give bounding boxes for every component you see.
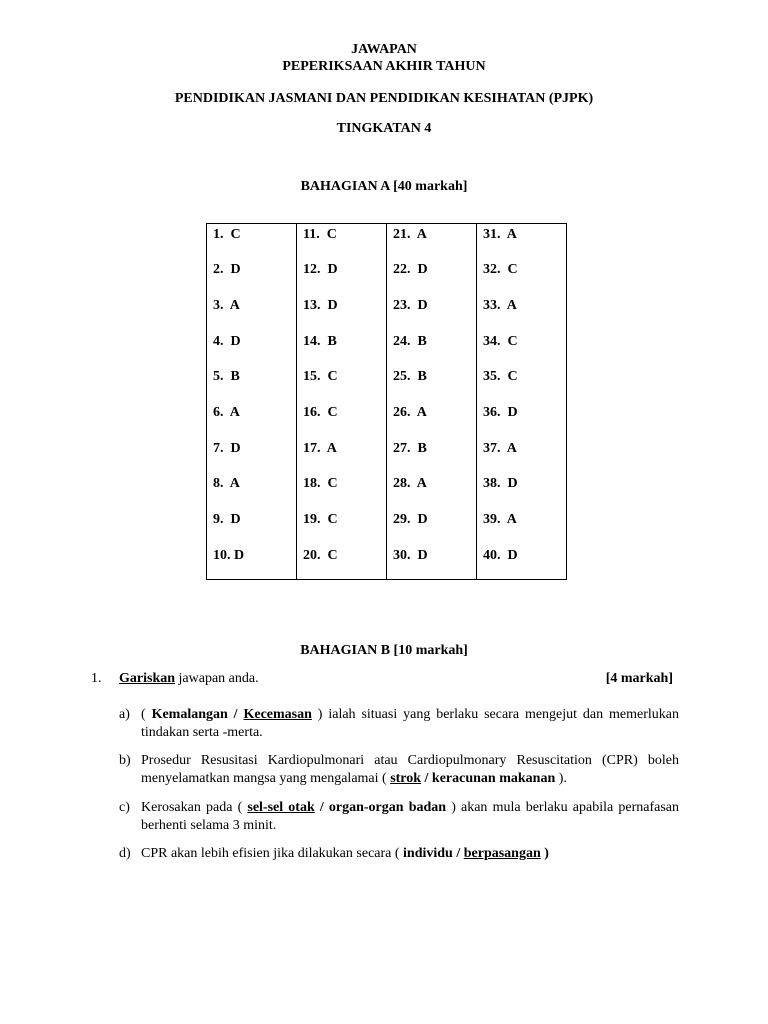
subject-title: PENDIDIKAN JASMANI DAN PENDIDIKAN KESIHATAN (PJPK) [174,91,594,106]
item-a [119,706,679,742]
answer-row [207,473,567,509]
item-text-pre: ( [141,707,152,722]
answer-value: 6. A [213,404,240,420]
item-answer: strok [390,771,422,786]
question-1 [0,671,768,689]
item-option-2: / organ-organ badan [314,800,447,815]
answer-row [207,259,567,295]
item-text-pre: Prosedur Resusitasi Kardiopulmonari atau Cardiopulmonary Resuscitation (CPR) boleh menyelamatkan mangsa yang mengalamai ( [141,753,679,786]
answer-value: 37. A [483,440,517,456]
answer-row [207,509,567,545]
answer-cell [207,545,297,580]
answer-cell [207,259,297,295]
answer-cell [297,366,387,402]
item-text-pre: Kerosakan pada ( [141,800,248,815]
answer-value: 34. C [483,333,518,349]
form-title: TINGKATAN 4 [336,121,432,136]
answer-value: 13. D [303,297,338,313]
answer-cell [477,259,567,295]
answer-cell [297,259,387,295]
answer-value: 29. D [393,512,428,527]
answer-value: 23. D [393,297,428,313]
answer-cell [477,545,567,580]
answer-cell [477,438,567,474]
answer-row [207,366,567,402]
answer-row [207,224,567,260]
answer-cell [297,438,387,474]
answer-table [206,223,567,580]
answer-cell [477,509,567,545]
item-label: a) [119,707,130,722]
answer-cell [477,366,567,402]
answer-cell [387,509,477,545]
answer-cell [297,545,387,580]
instruction-text: jawapan anda. [175,671,259,686]
question-instruction [119,671,259,687]
answer-value: 10. D [213,547,245,563]
answer-row [207,331,567,367]
answer-row [207,295,567,331]
answer-cell [387,224,477,260]
answer-cell [297,509,387,545]
answer-cell [477,331,567,367]
answer-cell [477,402,567,438]
item-option-2: / keracunan makanan [421,771,556,786]
answer-cell [207,366,297,402]
answer-value: 27. B [393,440,427,456]
answer-cell [387,473,477,509]
answer-value: 32. C [483,262,518,278]
answer-cell [297,331,387,367]
answer-cell [207,331,297,367]
answer-cell [387,438,477,474]
answer-value: 39. A [483,512,517,527]
answer-value: 4. D [213,333,241,349]
answer-value: 21. A [393,227,427,242]
answer-cell [207,509,297,545]
section-a-title: BAHAGIAN A [40 markah] [300,179,468,194]
section-b-title: BAHAGIAN B [10 markah] [300,643,468,658]
answer-value: 22. D [393,262,428,278]
answer-value: 33. A [483,297,517,313]
answer-value: 18. C [303,476,338,492]
answer-cell [477,473,567,509]
answer-value: 3. A [213,297,240,313]
item-answer: sel-sel otak [247,800,315,815]
answer-row [207,545,567,580]
answer-cell [387,545,477,580]
answer-cell [387,366,477,402]
answer-value: 30. D [393,547,428,563]
item-text-pre: CPR akan lebih efisien jika dilakukan secara ( [141,846,404,861]
answer-row [207,438,567,474]
item-label: b) [119,753,131,768]
item-body [141,752,679,788]
question-marks: [4 markah] [605,671,673,686]
item-text-post: ) [540,846,549,861]
answer-value: 25. B [393,369,427,385]
item-option-1: Kemalangan [151,707,228,722]
answer-cell [387,402,477,438]
answer-cell [387,259,477,295]
answer-value: 14. B [303,333,337,349]
item-text-post: ) ialah situasi yang berlaku secara mengejut dan memerlukan tindakan serta -merta. [141,707,680,740]
item-answer: berpasangan [463,846,541,861]
instruction-emphasis: Gariskan [119,671,176,686]
answer-cell [207,295,297,331]
item-text-post: ). [555,771,567,786]
answer-value: 19. C [303,512,338,527]
answer-cell [207,438,297,474]
item-body [141,845,679,863]
answer-value: 28. A [393,476,427,492]
answer-cell [207,473,297,509]
answer-cell [297,473,387,509]
answer-cell [297,224,387,260]
item-answer: Kecemasan [243,707,312,722]
answer-value: 38. D [483,476,518,492]
answer-value: 24. B [393,333,427,349]
answer-cell [207,224,297,260]
item-label: d) [119,846,131,861]
answer-cell [297,402,387,438]
answer-value: 35. C [483,369,518,385]
answer-value: 36. D [483,404,518,420]
answer-value: 2. D [213,262,241,278]
answer-cell [477,224,567,260]
item-d [119,845,679,863]
answer-value: 20. C [303,547,338,563]
item-label: c) [119,800,130,815]
answer-cell [477,295,567,331]
exam-title: PEPERIKSAAN AKHIR TAHUN [282,59,486,74]
answer-cell [387,331,477,367]
answer-value: 17. A [303,440,337,456]
item-c [119,799,679,835]
answer-row [207,402,567,438]
answer-value: 7. D [213,440,241,456]
answer-value: 40. D [483,547,518,563]
answer-value: 12. D [303,262,338,278]
answer-value: 26. A [393,404,427,420]
answer-value: 9. D [213,512,241,527]
item-b [119,752,679,788]
answer-value: 8. A [213,476,240,492]
question-number: 1. [91,671,102,686]
answer-cell [207,402,297,438]
answer-value: 1. C [213,227,241,242]
answer-value: 5. B [213,369,240,385]
item-body [141,799,679,835]
item-separator: / [227,707,244,722]
answer-value: 31. A [483,227,517,242]
item-text-post: ) akan mula berlaku apabila pernafasan berhenti selama 3 minit. [141,800,679,833]
answer-cell [387,295,477,331]
answer-value: 15. C [303,369,338,385]
answer-value: 16. C [303,404,338,420]
doc-title: JAWAPAN [351,42,417,57]
item-option-1: individu / [403,846,461,861]
answer-value: 11. C [303,227,337,242]
item-body [141,706,679,742]
answer-cell [297,295,387,331]
